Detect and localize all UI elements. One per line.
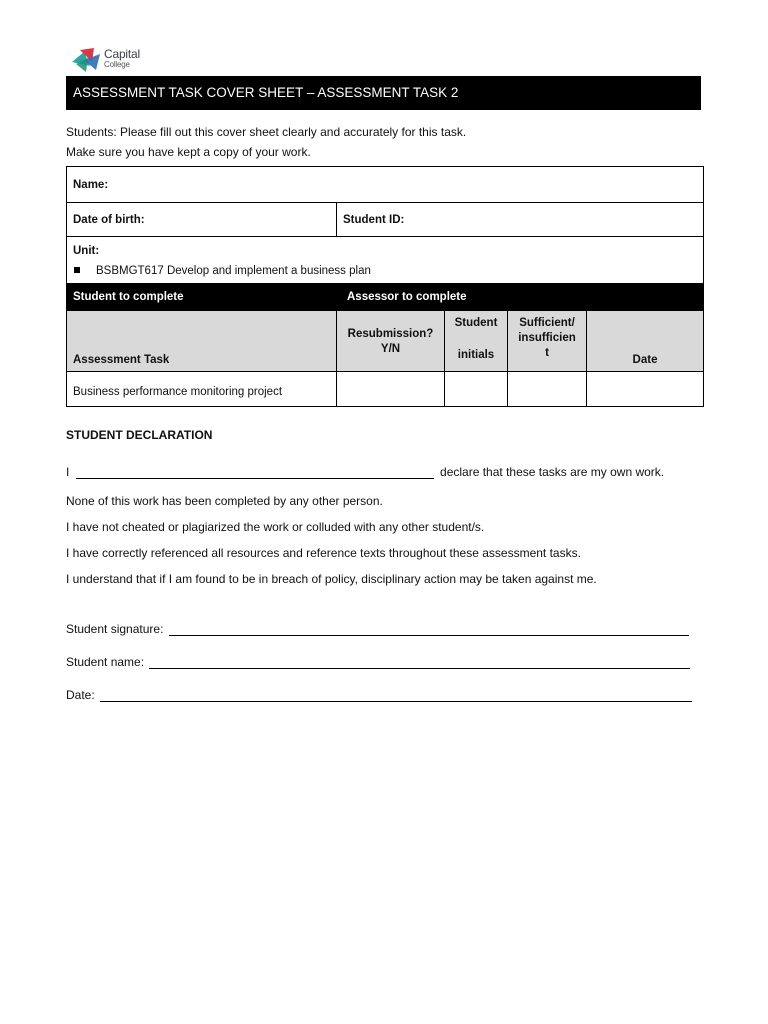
resubmission-header [337,311,445,372]
dob-field[interactable]: Date of birth: [67,203,337,237]
logo-mark-icon [70,46,102,74]
cover-sheet-table [66,166,704,407]
student-initials-header [445,311,508,372]
unit-label: Unit: [73,244,100,257]
unit-cell [67,237,704,284]
date-cell[interactable] [587,372,704,407]
declaration-heading: STUDENT DECLARATION [66,428,213,442]
declaration-i-line [66,465,664,479]
logo-sub: College [104,60,130,69]
date-header: Date [587,311,704,372]
student-name-underline[interactable] [149,656,690,669]
resubmission-cell[interactable] [337,372,445,407]
declaration-i-prefix: I [66,465,70,479]
student-to-complete-header: Student to complete [67,284,337,311]
signature-label: Student signature: [66,622,164,636]
college-logo [70,44,150,76]
declaration-i-suffix: declare that these tasks are my own work. [440,465,665,479]
task-row-name: Business performance monitoring project [67,372,337,407]
sufficient-line2: insufficien [518,332,576,344]
declaration-line-2: I have not cheated or plagiarized the work or colluded with any other student/s. [66,520,485,534]
resubmission-line2: Y/N [380,342,401,355]
date-line [66,688,692,702]
date-label: Date: [66,688,95,702]
logo-text [104,49,140,69]
bullet-icon [74,267,80,273]
resubmission-line1: Resubmission? [347,327,434,340]
declaration-name-underline[interactable] [76,466,434,479]
sufficient-line1: Sufficient/ [519,317,575,329]
logo-name: Capital [104,47,140,61]
signature-line [66,622,689,636]
student-initials-cell[interactable] [445,372,508,407]
assessor-to-complete-label: Assessor to complete [347,291,467,303]
intro-line-1: Students: Please fill out this cover sheet clearly and accurately for this task. [66,125,467,139]
unit-item [73,265,697,277]
sufficient-cell[interactable] [508,372,587,407]
declaration-line-4: I understand that if I am found to be in breach of policy, disciplinary action may be taken against me. [66,572,597,586]
sufficient-line3: t [545,347,549,359]
assessment-task-header: Assessment Task [67,311,337,372]
sufficient-header [508,311,587,372]
student-initials-line2: initials [457,349,495,361]
unit-item-text: BSBMGT617 Develop and implement a business plan [96,264,371,277]
name-field[interactable]: Name: [67,167,704,203]
student-name-label: Student name: [66,655,145,669]
student-id-field[interactable]: Student ID: [337,203,704,237]
signature-underline[interactable] [169,623,689,636]
declaration-line-1: None of this work has been completed by any other person. [66,494,383,508]
assessor-to-complete-header [337,284,704,311]
student-name-line [66,655,690,669]
page-title: ASSESSMENT TASK COVER SHEET – ASSESSMENT TASK 2 [66,76,701,110]
student-initials-line1: Student [454,317,498,329]
intro-line-2: Make sure you have kept a copy of your work. [66,145,311,159]
date-underline[interactable] [100,689,692,702]
declaration-line-3: I have correctly referenced all resources and reference texts throughout these assessment tasks. [66,546,581,560]
